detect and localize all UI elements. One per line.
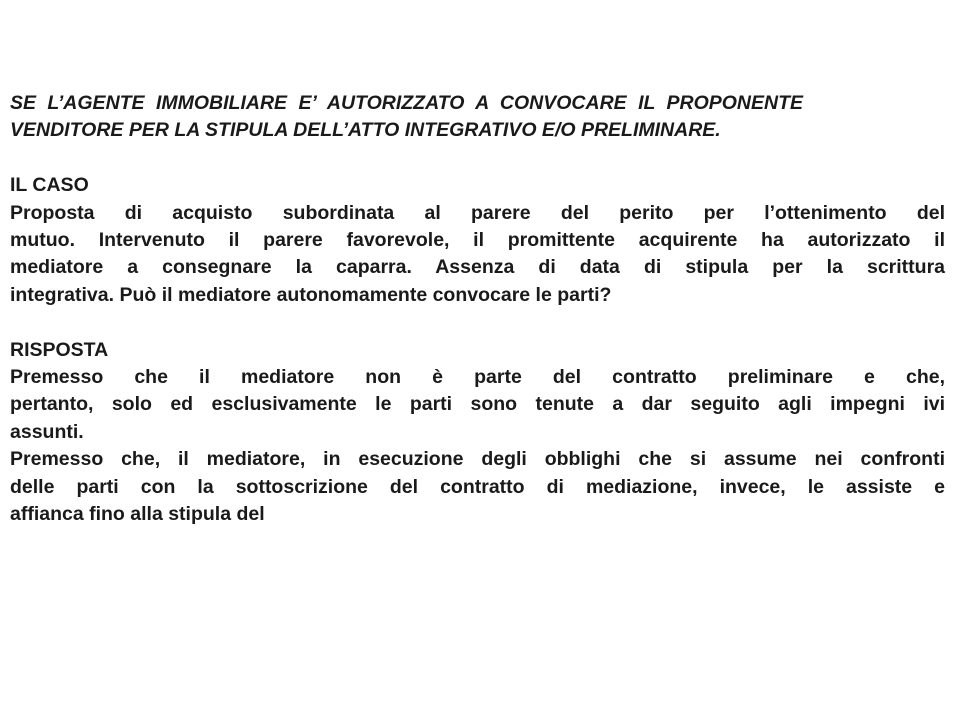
risposta-line-3: assunti. [10, 420, 84, 443]
slide-content [10, 90, 945, 528]
title-line-1: SE L’AGENTE IMMOBILIARE E’ AUTORIZZATO A CONVOCARE IL PROPONENTE [10, 92, 804, 114]
title-line-2: VENDITORE PER LA STIPULA DELL’ATTO INTEGRATIVO E/O PRELIMINARE. [10, 119, 721, 142]
caso-line-1: Proposta di acquisto subordinata al parere del perito per l’ottenimento del [10, 201, 945, 224]
caso-line-4: integrativa. Può il mediatore autonomamente convocare le parti? [10, 283, 612, 306]
blank-line [10, 145, 945, 172]
blank-line [10, 309, 945, 336]
section-heading-risposta: RISPOSTA [10, 338, 109, 361]
risposta-line-4: Premesso che, il mediatore, in esecuzione degli obblighi che si assume nei confronti [10, 448, 945, 471]
section-heading-caso: IL CASO [10, 174, 89, 197]
caso-paragraph [10, 200, 945, 310]
slide-title [10, 90, 945, 145]
risposta-line-2: pertanto, solo ed esclusivamente le parti sono tenute a dar seguito agli impegni ivi [10, 393, 945, 416]
risposta-paragraph [10, 364, 945, 528]
risposta-line-1: Premesso che il mediatore non è parte del contratto preliminare e che, [10, 366, 945, 389]
risposta-line-5: delle parti con la sottoscrizione del contratto di mediazione, invece, le assiste e [10, 475, 945, 498]
risposta-line-6: affianca fino alla stipula del [10, 503, 265, 526]
caso-line-2: mutuo. Intervenuto il parere favorevole, il promittente acquirente ha autorizzato il [10, 229, 945, 252]
caso-line-3: mediatore a consegnare la caparra. Assenza di data di stipula per la scrittura [10, 256, 945, 279]
